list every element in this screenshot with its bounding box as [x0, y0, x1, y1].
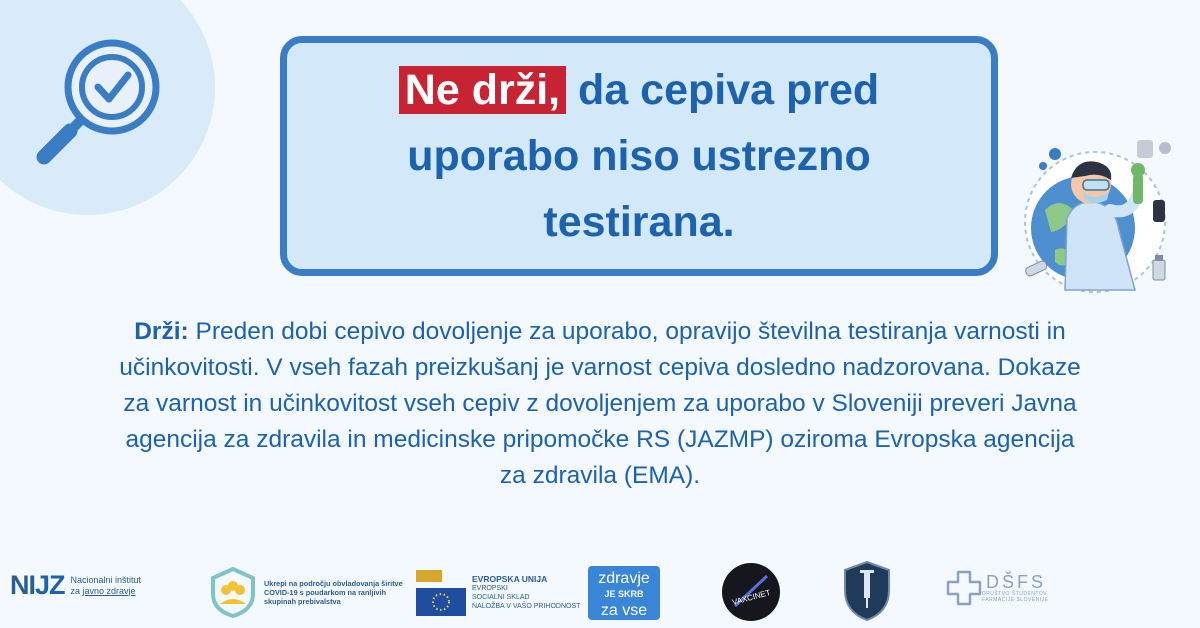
dsfs-sub1: DRUŠTVO ŠTUDENTOV — [982, 591, 1048, 597]
eu-text — [472, 575, 582, 611]
zdravje-line2: JE SKRB — [604, 589, 644, 599]
nijz-mark — [10, 570, 65, 601]
dsfs-text — [982, 573, 1048, 603]
nijz-text — [71, 575, 151, 597]
nijz-line2-a: za — [70, 585, 83, 596]
scientist-illustration — [1015, 140, 1180, 300]
vaxcinet-text: VAXCINET — [731, 588, 772, 607]
eu-flag-icon — [416, 570, 466, 616]
eu-line1: EVROPSKA UNIJA — [472, 574, 548, 584]
dsfs-sub2: FARMACIJE SLOVENIJE — [982, 597, 1049, 603]
nijz-mark-b: JZ — [35, 570, 65, 600]
fact-label: Drži: — [134, 318, 189, 345]
eu-line2: EVROPSKI — [472, 585, 508, 592]
covid-project-text: Ukrepi na področju obvladovanja širitve COVID-19 s poudarkom na ranljivih skupinah prebivalstva — [264, 578, 403, 606]
zdravje-logo-mark — [588, 566, 660, 620]
magnifier-check-icon — [30, 35, 170, 175]
dsfs-mark: DŠFS — [986, 572, 1047, 592]
nijz-line2-b: javno zdravje — [82, 585, 136, 596]
zdravje-logo — [588, 566, 660, 620]
vaxcinet-logo — [721, 562, 781, 622]
vaxcinet-logo-mark — [721, 562, 781, 622]
fact-text: Preden dobi cepivo dovoljenje za uporabo, opravijo številna testiranja varnosti in učinkovitosti. V vseh fazah preizkušanj je varnost cepiva dosledno nadzorovana. Dokaze za varnost in učinkovitost vseh cepiv z dovoljenjem za uporabo v Sloveniji preveri Javna agencija za zdravila in medicinske pripomočke RS (JAZMP) oziroma Evropska agencija za zdravila (EMA). — [119, 318, 1081, 489]
people-shield-icon — [208, 566, 258, 618]
zdravje-line3: za vse — [600, 602, 648, 619]
eu-logo — [416, 570, 582, 616]
eu-line3: SOCIALNI SKLAD — [472, 594, 530, 601]
nijz-line1: Nacionalni inštitut — [70, 574, 142, 585]
headline-highlight: Ne drži, — [399, 66, 566, 114]
logo-strip — [0, 560, 1200, 624]
covid-project-logo — [208, 566, 414, 618]
fact-paragraph — [110, 314, 1090, 494]
shield-syringe-logo — [842, 560, 892, 622]
dsfs-logo — [946, 568, 1048, 608]
dsfs-cross-icon — [946, 568, 982, 608]
headline-box — [280, 36, 998, 276]
nijz-line2 — [71, 586, 151, 597]
nijz-logo — [10, 570, 151, 601]
nijz-mark-a: NI — [10, 570, 35, 600]
headline-text: da cepiva pred uporabo niso ustrezno testirana. — [407, 66, 880, 246]
zdravje-line1: zdravje — [598, 570, 650, 587]
shield-syringe-icon — [842, 560, 892, 622]
eu-line4: NALOŽBA V VAŠO PRIHODNOST — [472, 603, 581, 610]
headline — [339, 57, 939, 255]
